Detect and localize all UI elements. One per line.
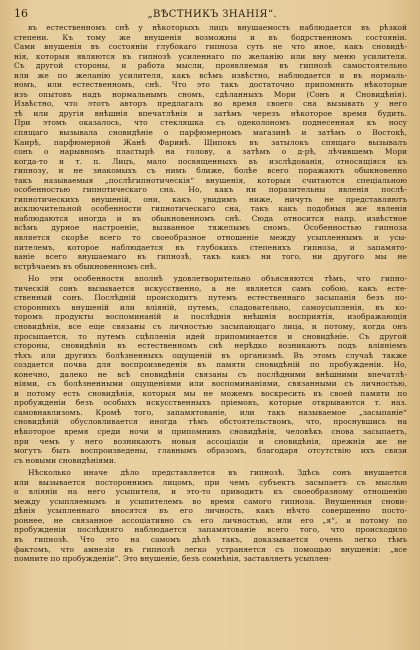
text-line: является скорѣе всего то своеобразное отношеніе между усыпленнымъ и усы-	[14, 233, 407, 243]
text-line: пробужденіи безъ особыхъ искусственныхъ пріемовъ, которые открываются т. наз.	[14, 398, 407, 408]
text-line: просыпается, то путемъ сцѣпленія идей припоминается и сновидѣніе. Съ другой	[14, 331, 407, 341]
text-line: при чемъ у него возникаютъ новыя ассоціаціи и сновидѣнія, прежнія же не	[14, 436, 407, 446]
text-line: изъ опытовъ надъ нормальнымъ сномъ, сдѣланныхъ Мори (Сонъ и Сновидѣнія).	[14, 89, 407, 99]
journal-title: „ВѢСТНИКЪ ЗНАНІЯ“.	[147, 9, 277, 20]
text-line: въ естественномъ снѣ у нѣкоторыхъ лицъ внушаемость наблюдается въ рѣзкой	[28, 23, 407, 32]
text-line: дѣнія усыпленнаго вносятся въ его личность, какъ нѣчто совершенно посто-	[14, 506, 407, 516]
text-line: или же по желанію усилителя, какъ всѣмъ извѣстно, наблюдается и въ нормаль-	[14, 70, 407, 80]
text-line: особенностью гипнотическаго сна. Но, какъ ни поразительны явленія послѣ-	[14, 185, 407, 195]
text-line: пробужденіи послѣдняго наблюдается запамятованіе всего того, что происходило	[14, 525, 407, 535]
text-line: гипнотическихъ внушеній, они, какъ увидимъ ниже, ничуть не представляютъ	[14, 194, 407, 204]
text-line: конечно, далеко не всѣ сновидѣнія связаны съ послѣдними внѣшними впечатлѣ-	[14, 369, 407, 379]
text-line: встрѣчаемъ въ обыкновенномъ снѣ.	[14, 261, 157, 271]
text-line: ніями, съ болѣзненными ощущеніями или воспоминаніями, связанными съ личностью,	[14, 379, 407, 389]
text-line: Извѣстно, что этотъ авторъ предлагалъ во время своего сна вызывать у него	[14, 99, 407, 109]
text-line: наблюдаются иногда и въ обыкновенномъ снѣ. Сюда относится напр. извѣстное	[14, 213, 407, 223]
text-line: стороннихъ внушеній или вліяній, путемъ, сладовательно, самоусыпленія, въ ко-	[14, 302, 407, 312]
text-line: съ новыми сновидѣніями.	[14, 455, 117, 465]
text-line: сонъ о нарывномъ пластырѣ на голову, а затѣмъ о д-рѣ, лѣчившемъ Мори	[14, 147, 407, 157]
text-line: создается почва для воспроизведенія въ памяти сновидѣній по пробужденіи. Но,	[14, 360, 407, 370]
text-line: тическій сонъ вызывается искусственно, а не является самъ собою, какъ есте-	[14, 283, 407, 293]
text-line: исключительной особенности гипнотическаго сна, такъ какъ подобныя же явленія	[14, 204, 407, 214]
text-line: могутъ быть воспроизведены, главнымъ образомъ, благодаря отсутствію ихъ связи	[14, 446, 407, 456]
text-line: номъ, или естественномъ, снѣ. Что это такъ достаточно припомнить нѣкоторые	[14, 80, 407, 90]
text-line: тѣ или другія внѣшнія впечатлѣнія и затѣмъ черезъ нѣкоторое время будить.	[14, 108, 407, 118]
text-line: нѣкоторое время среди ночи и припомнивъ сновидѣнія, человѣкъ снова засыпаетъ,	[14, 426, 407, 436]
paragraph	[14, 23, 407, 271]
article-body	[14, 23, 407, 564]
text-line: такъ называемыя „послѣгипнотическія“ внушенія, которыя считаются спеціальною	[14, 175, 407, 185]
text-line: и потому есть сновидѣнія, которыя мы не можемъ воскресить въ своей памяти по	[14, 388, 407, 398]
text-line: о вліяніи на него усыпителя, и это-то приводитъ къ своеобразному отношенію	[14, 487, 407, 497]
text-line: стороны, сновидѣнія въ естественномъ снѣ нерѣдко возникаютъ подъ вліяніемъ	[14, 341, 407, 351]
text-line: спящаго вызывала сновидѣніе о парфюмерномъ магазинѣ и затѣмъ о Востокѣ,	[14, 128, 407, 138]
text-line: фактомъ, что амнезія въ гипнозѣ легко устраняется съ помощью внушенія: „все	[14, 544, 407, 554]
paragraph	[14, 274, 407, 465]
text-line: тѣхъ или другихъ болѣзненныхъ ощущеній въ организмѣ. Въ этомъ случаѣ также	[14, 350, 407, 360]
text-line: въ гипнозѣ. Что это на самомъ дѣлѣ такъ, доказывается очень легко тѣмъ	[14, 534, 407, 544]
text-line: гипнозу, и не знакомыхъ съ нимъ ближе, болѣе всего поражаютъ обыкновенно	[14, 166, 407, 176]
text-line: самовнавлизомъ. Кромѣ того, запамятованіе, или такъ называемое „засыпаніе“	[14, 407, 407, 417]
text-line: нія, которыя являются въ гипнозѣ усиленнаго по желанію или вну меню усилителя.	[14, 51, 407, 61]
running-header	[14, 7, 407, 23]
text-line: когда-то и т. п. Лицъ, мало посвященныхъ въ изслѣдованія, относящіяся къ	[14, 156, 407, 166]
text-line: между усыпляемымъ и усыпителемъ во время самого гипноза. Внушенныя снови-	[14, 496, 407, 506]
text-line: ственный сонъ. Послѣдній происходитъ путемъ естественнаго засыпанія безъ по-	[14, 293, 407, 303]
text-line: всѣмъ дурное настроеніе, вызванное тяжелымъ сномъ. Особенностью гипноза	[14, 223, 407, 233]
text-line: пителемъ, которое наблюдается въ глубокихъ степеняхъ гипноза, и запамято-	[14, 242, 407, 252]
text-line: сновидѣній обусловливается иногда тѣмъ обстоятельствомъ, что, проснувшись на	[14, 417, 407, 427]
text-line: Но эти особенности вполнѣ удовлетворительно объясняются тѣмъ, что гипно-	[28, 274, 407, 284]
page-number: 16	[14, 7, 28, 20]
text-line: или вызывается постороннимъ лицомъ, при чемъ субъектъ засыпаетъ съ мыслью	[14, 477, 407, 487]
text-line: торомъ продукты воспоминаній и послѣднія внѣшнія восприятія, изображающія	[14, 312, 407, 322]
text-line: Съ другой стороны, и работа мысли, проявляемая въ гипнозѣ самостоятельно	[14, 61, 407, 71]
text-line: сновидѣнія, все еще связаны съ личностью засыпающаго лица, и потому, когда онъ	[14, 321, 407, 331]
text-line: Нѣсколько иначе дѣло представляется въ гипнозѣ. Здѣсь сонъ внушается	[28, 468, 407, 478]
text-line: роннее, не связанное ассоціативно съ его личностью, или его „я“, и потому по	[14, 515, 407, 525]
text-line: Каирѣ, парфюмерной Жанѣ Фарииѣ. Щипокъ въ затылокъ спящаго вызывалъ	[14, 137, 407, 147]
text-line: При этомъ оказалось, что стекляшка съ одеколономъ поднесенная къ носу	[14, 118, 407, 128]
text-line: степени. Къ тому же внушенія возможны и въ бодрственномъ состояніи.	[14, 32, 407, 42]
text-line: Сами внушенія въ состояніи глубокаго гипноза суть не что иное, какъ сновидѣ-	[14, 42, 407, 52]
paragraph	[14, 468, 407, 563]
text-line: помните по пробужденіи“. Это внушеніе, безъ сомнѣнія, заставляетъ усыплен-	[14, 554, 332, 564]
text-line: ваніе всего внушаемаго въ гипнозѣ, такъ какъ ни того, ни другого мы не	[14, 252, 407, 262]
